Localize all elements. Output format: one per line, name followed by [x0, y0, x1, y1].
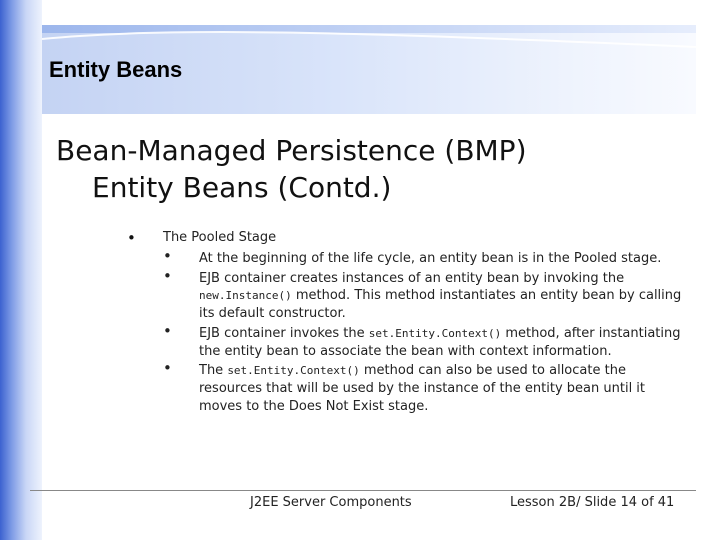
- item-text: method, after instantiating the entity bean to associate the bean with context information.: [199, 325, 681, 359]
- main-bullet-text: The Pooled Stage: [163, 230, 277, 245]
- header-title: Entity Beans: [49, 57, 183, 82]
- slide-title-line-1: Bean-Managed Persistence (BMP): [56, 134, 527, 167]
- bullet-icon: •: [163, 359, 172, 378]
- item-text: method can also be used to allocate the resources that will be used by the instance of the entity bean until it moves to the Does Not Exist stage.: [199, 363, 646, 414]
- footer-course-name: J2EE Server Components: [250, 495, 412, 510]
- sub-bullet-list: [162, 247, 682, 415]
- left-decorative-stripe: [0, 0, 42, 540]
- item-text: EJB container invokes the: [199, 325, 369, 341]
- code-snippet: new.Instance(): [199, 289, 292, 303]
- item-text: EJB container creates instances of an entity bean by invoking the: [199, 270, 625, 286]
- slide-title: [56, 132, 696, 206]
- bullet-icon: •: [163, 247, 172, 265]
- sub-bullet-item: [162, 247, 682, 268]
- sub-bullet-item: [162, 359, 682, 415]
- code-snippet: set.Entity.Context(): [368, 326, 502, 340]
- footer-divider: [30, 490, 696, 491]
- item-text: method. This method instantiates an entity bean by calling its default constructor.: [199, 288, 682, 322]
- code-snippet: set.Entity.Context(): [227, 364, 360, 378]
- footer-slide-number: Lesson 2B/ Slide 14 of 41: [510, 495, 675, 510]
- slide-title-line-2: Entity Beans (Contd.): [92, 171, 392, 204]
- item-text: The: [199, 363, 228, 379]
- bullet-icon: •: [163, 321, 172, 340]
- sub-bullet-item: [162, 321, 682, 360]
- sub-bullet-item: [162, 266, 682, 323]
- item-text: At the beginning of the life cycle, an entity bean is in the Pooled stage.: [199, 251, 662, 266]
- bullet-icon: •: [163, 266, 172, 285]
- bullet-icon: •: [127, 229, 136, 247]
